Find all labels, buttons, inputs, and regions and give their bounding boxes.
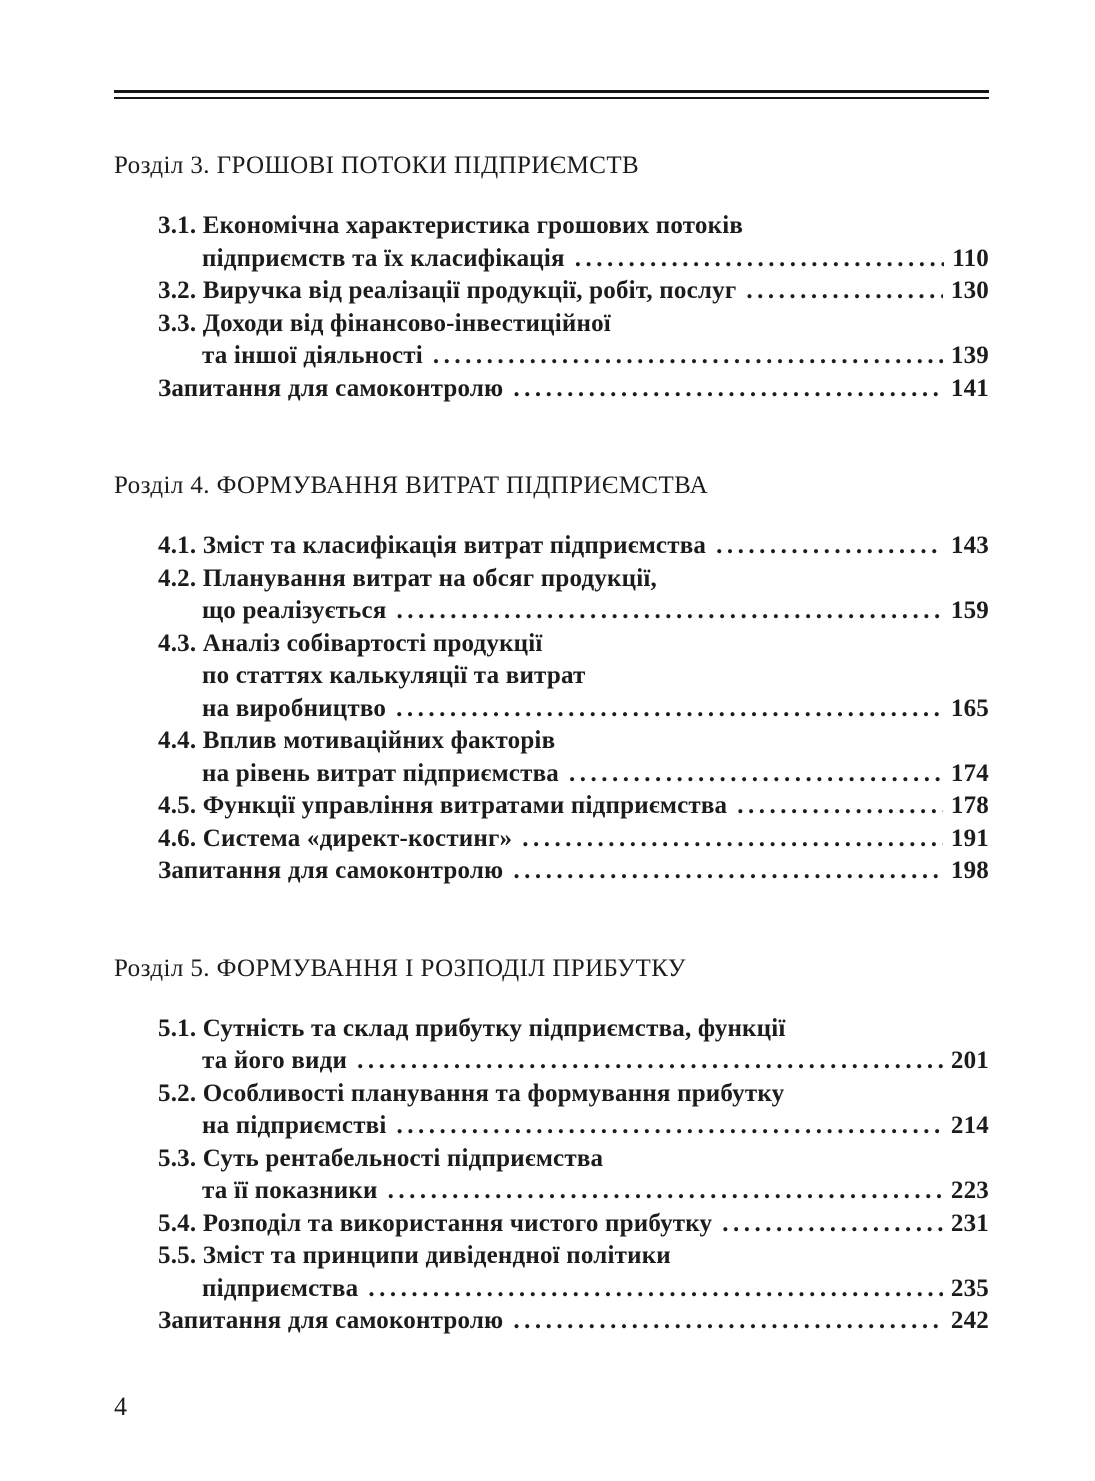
toc-line xyxy=(114,1078,989,1111)
toc-line xyxy=(114,1208,989,1241)
toc-line xyxy=(114,693,989,726)
toc-entry-text: 4.2. Планування витрат на обсяг продукції, xyxy=(158,564,657,592)
toc-entry-text: 4.3. Аналіз собівартості продукції xyxy=(158,629,543,657)
toc-line xyxy=(114,1110,989,1143)
toc-line xyxy=(114,1013,989,1046)
toc-entry-page-number: 143 xyxy=(950,532,989,559)
toc-entry-page-number: 223 xyxy=(950,1177,989,1204)
toc-entry-page-number: 159 xyxy=(950,597,989,624)
toc-line xyxy=(114,1175,989,1208)
toc-entry-text: 4.4. Вплив мотиваційних факторів xyxy=(158,727,556,754)
toc-entry-page-number: 174 xyxy=(950,759,989,787)
toc-entry-text: 5.2. Особливості планування та формування прибутку xyxy=(158,1079,785,1107)
toc-entry-text: та іншої діяльності xyxy=(202,342,423,369)
chapter-heading: Розділ 3. ГРОШОВІ ПОТОКИ ПІДПРИЄМСТВ xyxy=(114,152,640,179)
toc-entry-text: що реалізується xyxy=(202,597,387,624)
toc-entry-page-number: 231 xyxy=(950,1209,989,1237)
dot-leader xyxy=(716,530,943,563)
toc-entry-text: по статтях калькуляції та витрат xyxy=(202,662,586,689)
dot-leader xyxy=(396,693,943,726)
toc-entry-text: та його види xyxy=(202,1047,348,1074)
toc-line xyxy=(114,1273,989,1306)
toc-entry-text: на виробництво xyxy=(202,694,387,722)
top-double-rule xyxy=(114,90,989,99)
folio-page-number: 4 xyxy=(114,1392,127,1421)
dot-leader xyxy=(368,1273,943,1306)
dot-leader xyxy=(388,1175,943,1208)
toc-line xyxy=(114,1143,989,1176)
toc-entry-page-number: 214 xyxy=(950,1112,989,1139)
toc-entry-text: 5.1. Сутність та склад прибутку підприємства, функції xyxy=(158,1014,786,1042)
dot-leader xyxy=(722,1208,943,1241)
toc-entry-text: 4.6. Система «директ-костинг» xyxy=(158,824,513,852)
toc-entry-text: Запитання для самоконтролю xyxy=(158,1307,504,1334)
toc-line xyxy=(114,660,989,693)
toc-entry-text: підприємства xyxy=(202,1274,359,1302)
toc-line xyxy=(114,340,989,373)
chapter-heading: Розділ 4. ФОРМУВАННЯ ВИТРАТ ПІДПРИЄМСТВА xyxy=(114,472,709,499)
toc-entry-text: 4.1. Зміст та класифікація витрат підприємства xyxy=(158,532,707,559)
toc-entry-page-number: 139 xyxy=(950,342,989,369)
toc-entry-text: на підприємстві xyxy=(202,1112,387,1139)
toc-line xyxy=(114,855,989,888)
toc-line xyxy=(114,1305,989,1338)
toc-line xyxy=(114,243,989,276)
toc-entry-text: 4.5. Функції управління витратами підприємства xyxy=(158,792,728,819)
toc-line xyxy=(114,373,989,406)
toc-entry-text: 5.4. Розподіл та використання чистого прибутку xyxy=(158,1209,713,1237)
toc-line xyxy=(114,790,989,823)
dot-leader xyxy=(397,595,943,628)
toc-chapter xyxy=(114,149,989,405)
toc-entry-text: 3.2. Виручка від реалізації продукції, робіт, послуг xyxy=(158,277,737,304)
toc-entry-text: Запитання для самоконтролю xyxy=(158,857,504,884)
dot-leader xyxy=(575,243,944,276)
dot-leader xyxy=(569,758,943,791)
toc-entry-text: Запитання для самоконтролю xyxy=(158,374,504,402)
toc-entry-text: 3.3. Доходи від фінансово-інвестиційної xyxy=(158,309,611,337)
toc-chapter xyxy=(114,952,989,1338)
toc-line xyxy=(114,595,989,628)
toc-entry-text: підприємств та їх класифікація xyxy=(202,244,565,272)
dot-leader xyxy=(746,275,943,308)
toc-entry-page-number: 191 xyxy=(950,824,989,852)
toc-entry-text: 5.5. Зміст та принципи дивідендної політики xyxy=(158,1242,671,1269)
toc xyxy=(114,149,989,1338)
toc-entry-page-number: 141 xyxy=(950,374,989,402)
toc-line xyxy=(114,823,989,856)
toc-entry-page-number: 242 xyxy=(950,1307,989,1334)
toc-line xyxy=(114,210,989,243)
toc-chapter xyxy=(114,469,989,888)
dot-leader xyxy=(433,340,943,373)
toc-entry-page-number: 198 xyxy=(950,857,989,884)
dot-leader xyxy=(513,855,943,888)
toc-line xyxy=(114,725,989,758)
toc-entry-page-number: 165 xyxy=(950,694,989,722)
toc-entry-page-number: 201 xyxy=(950,1047,989,1074)
toc-line xyxy=(114,1045,989,1078)
toc-entry-page-number: 235 xyxy=(950,1274,989,1302)
dot-leader xyxy=(397,1110,943,1143)
chapter-heading: Розділ 5. ФОРМУВАННЯ І РОЗПОДІЛ ПРИБУТКУ xyxy=(114,954,686,982)
toc-entry-text: 5.3. Суть рентабельності підприємства xyxy=(158,1144,604,1172)
toc-entry-page-number: 110 xyxy=(952,244,989,272)
toc-line xyxy=(114,308,989,341)
toc-entry-text: та її показники xyxy=(202,1177,378,1204)
toc-entry-text: 3.1. Економічна характеристика грошових потоків xyxy=(158,212,744,239)
toc-line xyxy=(114,628,989,661)
toc-line xyxy=(114,1240,989,1273)
dot-leader xyxy=(737,790,943,823)
toc-entry-page-number: 178 xyxy=(950,792,989,819)
toc-line xyxy=(114,275,989,308)
dot-leader xyxy=(513,373,943,406)
toc-line xyxy=(114,758,989,791)
toc-entry-page-number: 130 xyxy=(950,277,989,304)
toc-line xyxy=(114,530,989,563)
dot-leader xyxy=(513,1305,943,1338)
toc-line xyxy=(114,563,989,596)
toc-entry-text: на рівень витрат підприємства xyxy=(202,759,559,787)
dot-leader xyxy=(357,1045,943,1078)
dot-leader xyxy=(522,823,943,856)
